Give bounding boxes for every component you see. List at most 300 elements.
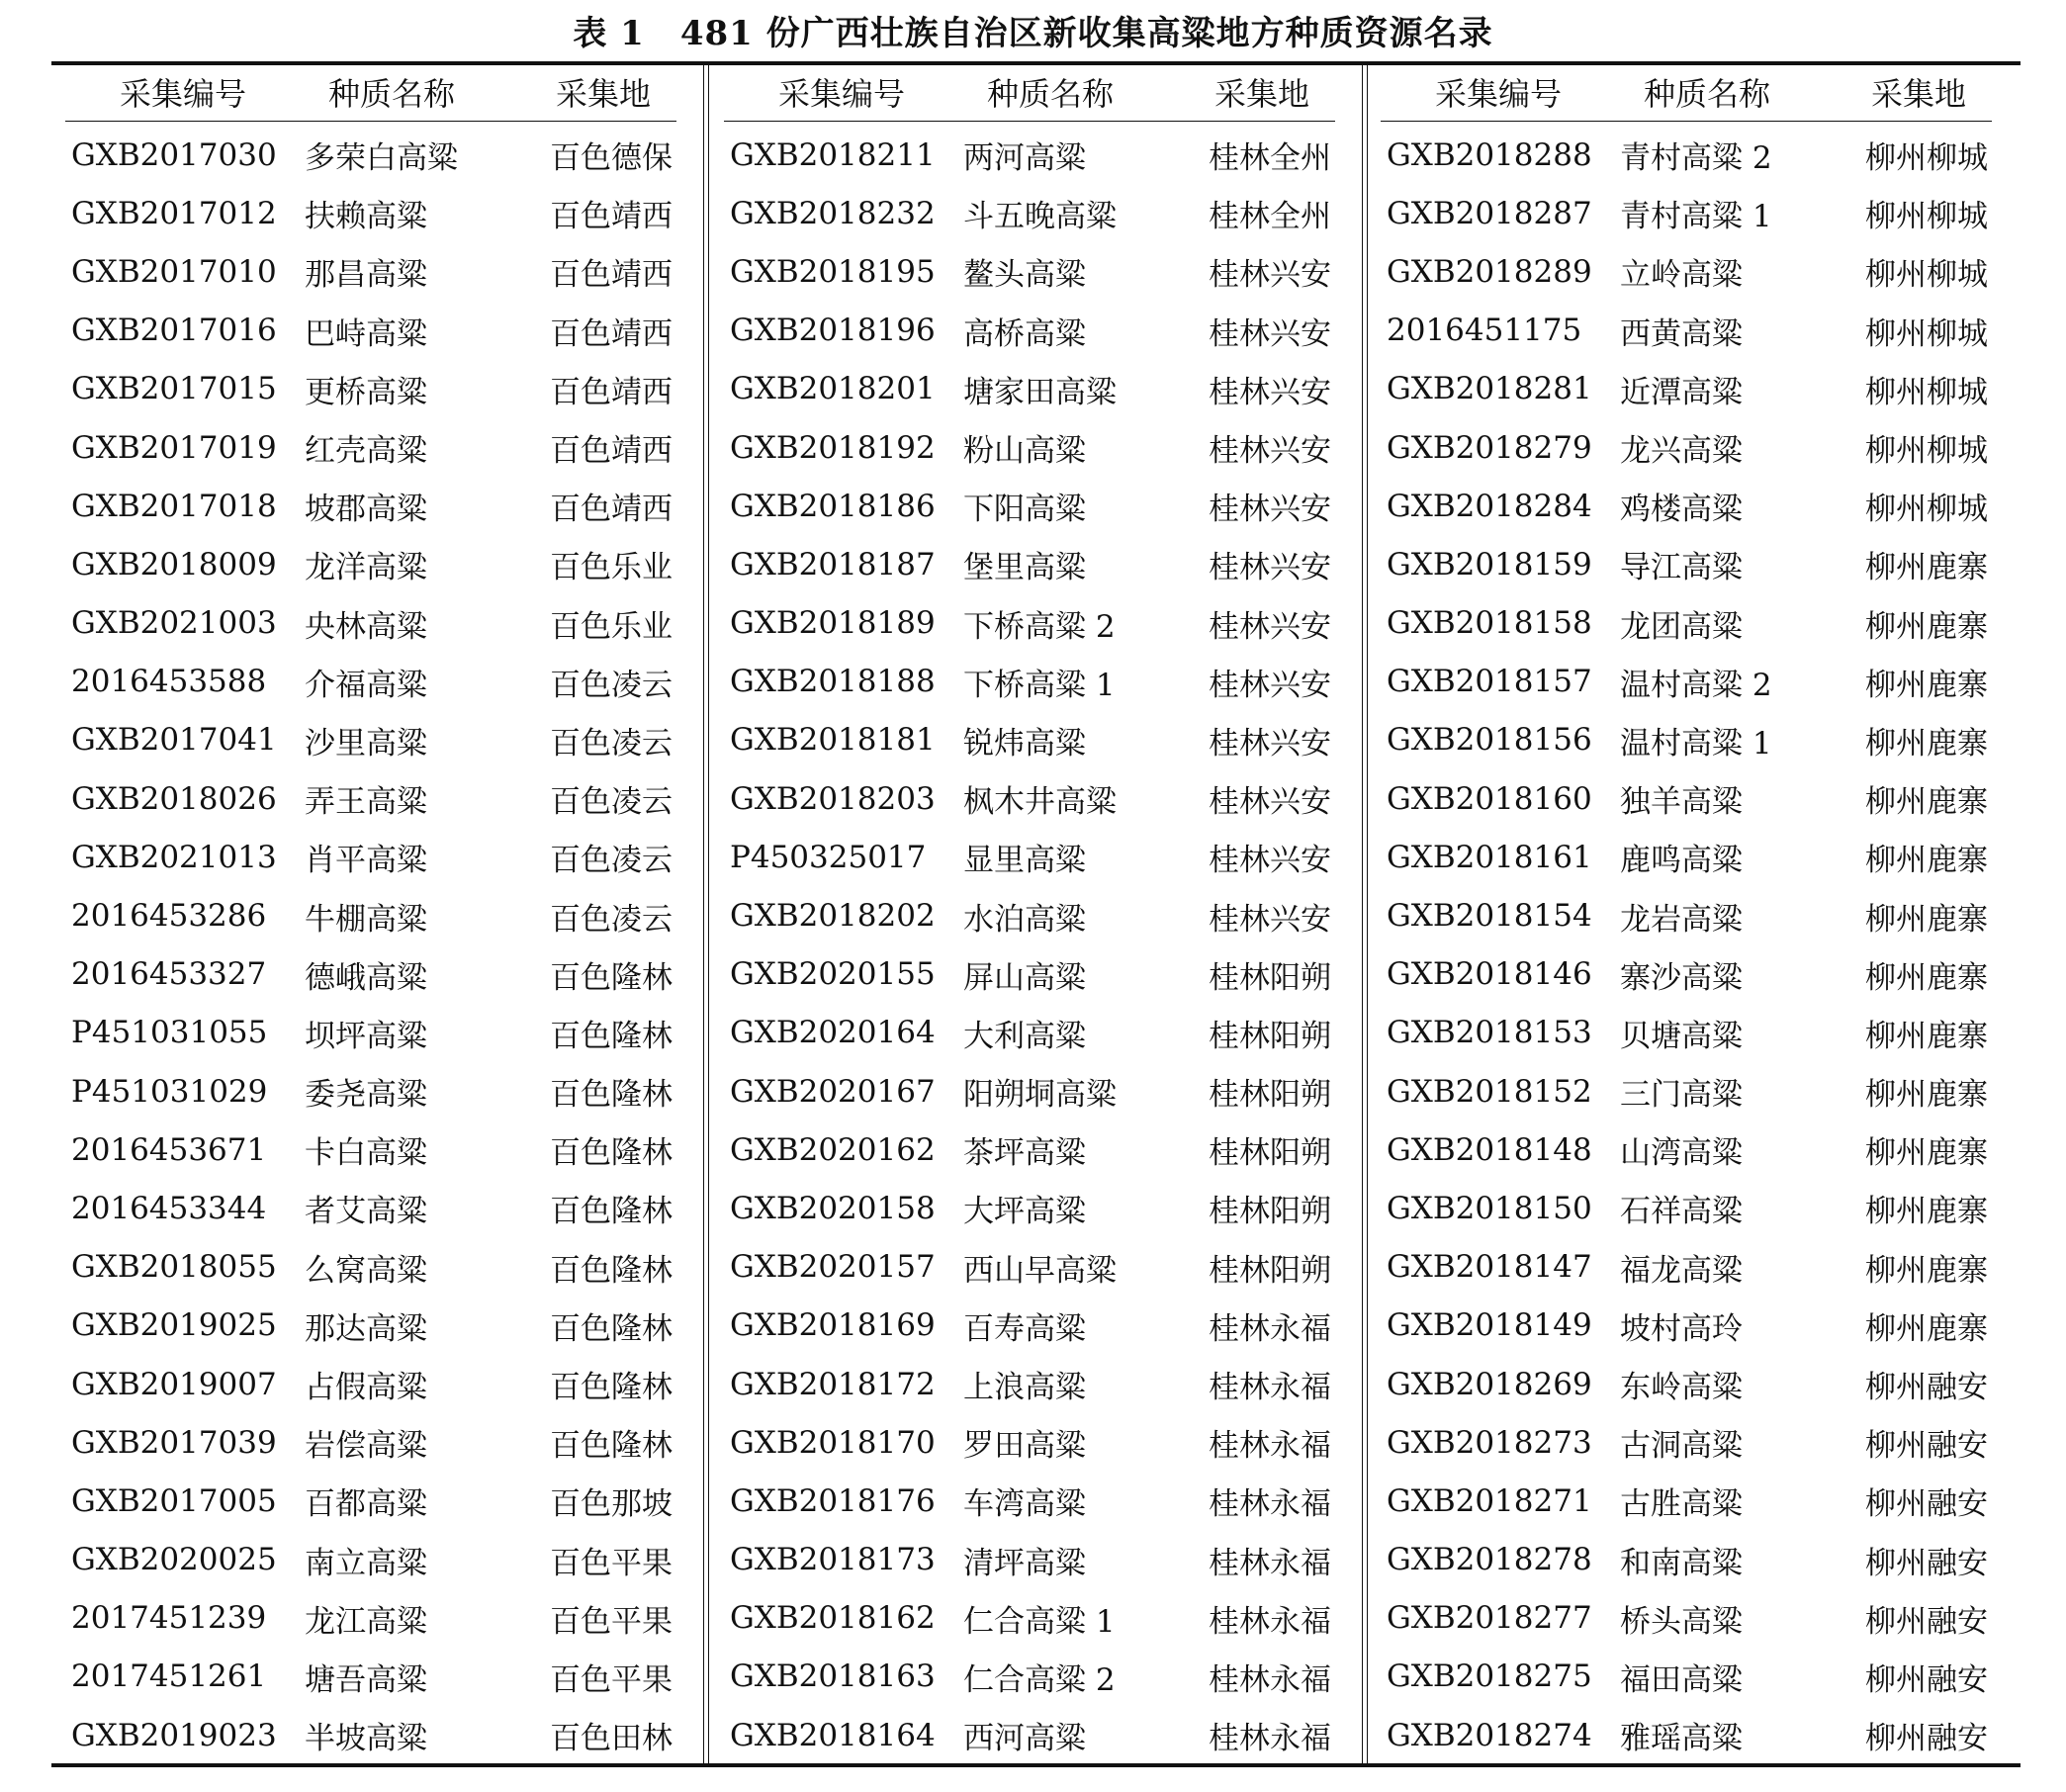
table-row <box>724 242 1335 301</box>
germplasm-name-cell: 福龙高粱 <box>1620 1252 1743 1289</box>
germplasm-name-cell: 巴峙高粱 <box>305 315 427 352</box>
accession-id-cell: GXB2019025 <box>71 1307 277 1344</box>
germplasm-name-cell: 坡郡高粱 <box>305 492 427 528</box>
table-caption-text: 481 份广西壮族自治区新收集高粱地方种质资源名录 <box>679 14 1493 53</box>
accession-id-cell: GXB2021013 <box>71 839 277 875</box>
germplasm-name-cell: 桥头高粱 <box>1620 1603 1743 1640</box>
accession-id-cell: GXB2017018 <box>71 488 277 524</box>
data-table <box>65 63 676 1764</box>
table-row <box>1381 594 1992 653</box>
germplasm-name-cell: 大利高粱 <box>963 1018 1086 1054</box>
germplasm-name-cell: 和南高粱 <box>1620 1545 1743 1581</box>
header-row <box>65 63 676 122</box>
germplasm-name-cell: 那达高粱 <box>305 1310 427 1347</box>
table-row <box>724 1531 1335 1589</box>
table-row <box>724 1648 1335 1706</box>
germplasm-name-cell: 显里高粱 <box>963 843 1086 879</box>
table-row <box>65 184 676 242</box>
table-row <box>724 1062 1335 1120</box>
germplasm-name-cell: 下桥高粱 2 <box>963 608 1116 645</box>
collection-site-cell: 桂林永福 <box>1209 1486 1331 1523</box>
germplasm-name-cell: 鹿鸣高粱 <box>1620 843 1743 879</box>
accession-id-cell: GXB2018009 <box>71 546 277 582</box>
table-row <box>65 653 676 711</box>
collection-site-cell: 桂林阳朔 <box>1209 1252 1331 1289</box>
accession-id-cell: 2016453286 <box>71 898 267 935</box>
collection-site-cell: 百色隆林 <box>550 1018 673 1054</box>
germplasm-name-cell: 龙团高粱 <box>1620 608 1743 645</box>
table-row <box>65 122 676 185</box>
collection-site-cell: 柳州鹿寨 <box>1865 1018 1988 1054</box>
germplasm-name-cell: 龙江高粱 <box>305 1603 427 1640</box>
accession-id-cell: GXB2017039 <box>71 1424 277 1461</box>
accession-id-cell: GXB2019023 <box>71 1717 277 1753</box>
table-row <box>1381 1120 1992 1179</box>
table-row <box>724 711 1335 769</box>
germplasm-name-cell: 卡白高粱 <box>305 1135 427 1172</box>
germplasm-name-cell: 南立高粱 <box>305 1545 427 1581</box>
accession-id-cell: GXB2018277 <box>1387 1600 1592 1637</box>
table-row <box>1381 360 1992 418</box>
accession-id-cell: GXB2020158 <box>730 1190 936 1226</box>
table-row <box>65 418 676 477</box>
germplasm-name-cell: 下阳高粱 <box>963 492 1086 528</box>
germplasm-name-cell: 么窝高粱 <box>305 1252 427 1289</box>
collection-site-cell: 桂林永福 <box>1209 1545 1331 1581</box>
collection-site-cell: 桂林阳朔 <box>1209 1077 1331 1114</box>
collection-site-cell: 百色凌云 <box>550 667 673 703</box>
collection-site-cell: 百色隆林 <box>550 1077 673 1114</box>
collection-site-cell: 柳州融安 <box>1865 1370 1988 1406</box>
table-row <box>1381 1355 1992 1413</box>
collection-site-cell: 百色隆林 <box>550 1252 673 1289</box>
collection-site-cell: 柳州鹿寨 <box>1865 1135 1988 1172</box>
table-row <box>1381 477 1992 535</box>
collection-site-cell: 柳州鹿寨 <box>1865 608 1988 645</box>
data-table <box>724 63 1335 1764</box>
collection-site-cell: 柳州柳城 <box>1865 199 1988 235</box>
accession-id-cell: GXB2018055 <box>71 1249 277 1286</box>
accession-id-cell: GXB2018202 <box>730 898 936 935</box>
table-row <box>65 1413 676 1472</box>
table-row <box>65 1179 676 1237</box>
collection-site-cell: 百色靖西 <box>550 257 673 294</box>
collection-site-cell: 百色隆林 <box>550 1428 673 1465</box>
accession-id-cell: GXB2017005 <box>71 1482 277 1519</box>
table-row <box>1381 711 1992 769</box>
germplasm-name-cell: 福田高粱 <box>1620 1661 1743 1698</box>
table-row <box>724 594 1335 653</box>
collection-site-cell: 百色凌云 <box>550 784 673 821</box>
germplasm-name-cell: 寨沙高粱 <box>1620 959 1743 996</box>
accession-id-cell: GXB2018269 <box>1387 1366 1592 1402</box>
collection-site-cell: 百色那坡 <box>550 1486 673 1523</box>
table-row <box>1381 302 1992 360</box>
germplasm-name-cell: 上浪高粱 <box>963 1370 1086 1406</box>
collection-site-cell: 百色凌云 <box>550 843 673 879</box>
column-header-id: 采集编号 <box>724 63 959 122</box>
table-row <box>724 418 1335 477</box>
collection-site-cell: 桂林永福 <box>1209 1603 1331 1640</box>
germplasm-name-cell: 古胜高粱 <box>1620 1486 1743 1523</box>
table-row <box>724 535 1335 593</box>
germplasm-name-cell: 独羊高粱 <box>1620 784 1743 821</box>
accession-id-cell: 2016453344 <box>71 1190 267 1226</box>
accession-id-cell: GXB2018189 <box>730 605 936 642</box>
germplasm-name-cell: 雅瑶高粱 <box>1620 1721 1743 1757</box>
collection-site-cell: 柳州柳城 <box>1865 140 1988 177</box>
accession-id-cell: GXB2017015 <box>71 371 277 407</box>
collection-site-cell: 百色靖西 <box>550 315 673 352</box>
germplasm-name-cell: 石祥高粱 <box>1620 1194 1743 1230</box>
germplasm-name-cell: 温村高粱 2 <box>1620 667 1772 703</box>
table-row <box>1381 122 1992 185</box>
column-header-id: 采集编号 <box>1381 63 1616 122</box>
collection-site-cell: 柳州柳城 <box>1865 257 1988 294</box>
germplasm-name-cell: 锐炜高粱 <box>963 725 1086 762</box>
accession-id-cell: 2016453671 <box>71 1131 267 1168</box>
collection-site-cell: 柳州鹿寨 <box>1865 784 1988 821</box>
collection-site-cell: 桂林全州 <box>1209 199 1331 235</box>
table-row <box>724 1472 1335 1530</box>
collection-site-cell: 桂林阳朔 <box>1209 959 1331 996</box>
collection-site-cell: 百色靖西 <box>550 492 673 528</box>
germplasm-name-cell: 坝坪高粱 <box>305 1018 427 1054</box>
table-row <box>1381 418 1992 477</box>
table-row <box>65 1297 676 1355</box>
germplasm-name-cell: 介福高粱 <box>305 667 427 703</box>
table-row <box>1381 769 1992 828</box>
table-row <box>1381 1004 1992 1062</box>
table-row <box>1381 1062 1992 1120</box>
header-row <box>724 63 1335 122</box>
accession-id-cell: GXB2017041 <box>71 722 277 759</box>
germplasm-name-cell: 青村高粱 2 <box>1620 140 1772 177</box>
germplasm-name-cell: 那昌高粱 <box>305 257 427 294</box>
table-row <box>724 1706 1335 1764</box>
collection-site-cell: 百色隆林 <box>550 959 673 996</box>
block-divider <box>1362 63 1368 1763</box>
germplasm-name-cell: 下桥高粱 1 <box>963 667 1116 703</box>
accession-id-cell: GXB2018163 <box>730 1658 936 1695</box>
germplasm-name-cell: 西黄高粱 <box>1620 315 1743 352</box>
germplasm-name-cell: 屏山高粱 <box>963 959 1086 996</box>
accession-id-cell: GXB2018153 <box>1387 1015 1592 1051</box>
table-row <box>724 945 1335 1004</box>
germplasm-name-cell: 弄王高粱 <box>305 784 427 821</box>
column-header-id: 采集编号 <box>65 63 301 122</box>
accession-id-cell: GXB2018232 <box>730 195 936 231</box>
accession-id-cell: GXB2018026 <box>71 780 277 817</box>
collection-site-cell: 柳州鹿寨 <box>1865 725 1988 762</box>
collection-site-cell: 柳州鹿寨 <box>1865 1194 1988 1230</box>
accession-id-cell: GXB2018152 <box>1387 1073 1592 1110</box>
accession-id-cell: GXB2018289 <box>1387 253 1592 290</box>
table-row <box>724 828 1335 886</box>
accession-id-cell: P451031055 <box>71 1015 268 1051</box>
germplasm-name-cell: 粉山高粱 <box>963 433 1086 470</box>
table-row <box>65 360 676 418</box>
germplasm-name-cell: 西河高粱 <box>963 1721 1086 1757</box>
column-header-name: 种质名称 <box>1616 63 1845 122</box>
accession-id-cell: GXB2018162 <box>730 1600 936 1637</box>
collection-site-cell: 百色隆林 <box>550 1194 673 1230</box>
table-row <box>724 1004 1335 1062</box>
table-row <box>724 360 1335 418</box>
collection-site-cell: 桂林兴安 <box>1209 315 1331 352</box>
germplasm-name-cell: 百都高粱 <box>305 1486 427 1523</box>
header-row <box>1381 63 1992 122</box>
collection-site-cell: 百色平果 <box>550 1603 673 1640</box>
accession-id-cell: GXB2020025 <box>71 1542 277 1578</box>
germplasm-name-cell: 红壳高粱 <box>305 433 427 470</box>
collection-site-cell: 柳州鹿寨 <box>1865 843 1988 879</box>
germplasm-name-cell: 半坡高粱 <box>305 1721 427 1757</box>
collection-site-cell: 百色乐业 <box>550 550 673 586</box>
table-body <box>724 122 1335 1765</box>
accession-id-cell: GXB2018288 <box>1387 136 1592 173</box>
germplasm-name-cell: 山湾高粱 <box>1620 1135 1743 1172</box>
collection-site-cell: 桂林兴安 <box>1209 550 1331 586</box>
collection-site-cell: 桂林兴安 <box>1209 374 1331 410</box>
germplasm-name-cell: 古洞高粱 <box>1620 1428 1743 1465</box>
germplasm-name-cell: 三门高粱 <box>1620 1077 1743 1114</box>
accession-id-cell: GXB2018149 <box>1387 1307 1592 1344</box>
accession-id-cell: GXB2018173 <box>730 1542 936 1578</box>
table-row <box>724 184 1335 242</box>
accession-id-cell: GXB2018196 <box>730 313 936 349</box>
germplasm-name-cell: 德峨高粱 <box>305 959 427 996</box>
germplasm-name-cell: 者艾高粱 <box>305 1194 427 1230</box>
accession-id-cell: GXB2018164 <box>730 1717 936 1753</box>
table-row <box>724 122 1335 185</box>
accession-id-cell: GXB2018278 <box>1387 1542 1592 1578</box>
accession-id-cell: GXB2017012 <box>71 195 277 231</box>
collection-site-cell: 桂林兴安 <box>1209 608 1331 645</box>
germplasm-name-cell: 清坪高粱 <box>963 1545 1086 1581</box>
table-block-3 <box>1381 63 1992 1764</box>
accession-id-cell: 2016453588 <box>71 664 267 700</box>
collection-site-cell: 百色靖西 <box>550 374 673 410</box>
accession-id-cell: 2017451261 <box>71 1658 267 1695</box>
accession-id-cell: GXB2018158 <box>1387 605 1592 642</box>
accession-id-cell: GXB2018201 <box>730 371 936 407</box>
table-block-2 <box>724 63 1335 1764</box>
germplasm-name-cell: 央林高粱 <box>305 608 427 645</box>
accession-id-cell: GXB2018187 <box>730 546 936 582</box>
table-row <box>65 711 676 769</box>
germplasm-name-cell: 近潭高粱 <box>1620 374 1743 410</box>
accession-id-cell: GXB2018281 <box>1387 371 1592 407</box>
accession-id-cell: 2016453327 <box>71 956 267 993</box>
germplasm-name-cell: 两河高粱 <box>963 140 1086 177</box>
accession-id-cell: GXB2018147 <box>1387 1249 1592 1286</box>
germplasm-name-cell: 阳朔垌高粱 <box>963 1077 1117 1114</box>
accession-id-cell: GXB2018181 <box>730 722 936 759</box>
table-row <box>65 1648 676 1706</box>
accession-id-cell: GXB2020157 <box>730 1249 936 1286</box>
table-row <box>65 1004 676 1062</box>
germplasm-name-cell: 岩偿高粱 <box>305 1428 427 1465</box>
accession-id-cell: GXB2018203 <box>730 780 936 817</box>
table-bottom-rule <box>51 1763 2021 1767</box>
germplasm-name-cell: 牛棚高粱 <box>305 901 427 938</box>
germplasm-name-cell: 仁合高粱 1 <box>963 1603 1116 1640</box>
germplasm-name-cell: 更桥高粱 <box>305 374 427 410</box>
table-row <box>65 945 676 1004</box>
column-header-location: 采集地 <box>1189 63 1335 122</box>
collection-site-cell: 柳州柳城 <box>1865 315 1988 352</box>
table-row <box>1381 184 1992 242</box>
table-row <box>65 242 676 301</box>
accession-id-cell: GXB2018148 <box>1387 1131 1592 1168</box>
accession-id-cell: GXB2018279 <box>1387 429 1592 466</box>
table-row <box>1381 1706 1992 1764</box>
collection-site-cell: 桂林永福 <box>1209 1721 1331 1757</box>
table-row <box>65 302 676 360</box>
table-row <box>1381 1531 1992 1589</box>
accession-id-cell: GXB2017010 <box>71 253 277 290</box>
column-header-name: 种质名称 <box>959 63 1189 122</box>
table-row <box>65 1472 676 1530</box>
collection-site-cell: 百色平果 <box>550 1545 673 1581</box>
germplasm-name-cell: 龙洋高粱 <box>305 550 427 586</box>
accession-id-cell: GXB2019007 <box>71 1366 277 1402</box>
germplasm-name-cell: 西山早高粱 <box>963 1252 1117 1289</box>
table-row <box>65 1062 676 1120</box>
accession-id-cell: GXB2018172 <box>730 1366 936 1402</box>
germplasm-name-cell: 罗田高粱 <box>963 1428 1086 1465</box>
collection-site-cell: 百色平果 <box>550 1661 673 1698</box>
germplasm-name-cell: 坡村高玲 <box>1620 1310 1743 1347</box>
table-row <box>65 594 676 653</box>
collection-site-cell: 桂林兴安 <box>1209 492 1331 528</box>
table-row <box>65 477 676 535</box>
collection-site-cell: 桂林全州 <box>1209 140 1331 177</box>
accession-id-cell: GXB2020162 <box>730 1131 936 1168</box>
accession-id-cell: GXB2018271 <box>1387 1482 1592 1519</box>
germplasm-name-cell: 百寿高粱 <box>963 1310 1086 1347</box>
table-row <box>65 535 676 593</box>
germplasm-name-cell: 东岭高粱 <box>1620 1370 1743 1406</box>
table-caption <box>0 6 2066 54</box>
table-row <box>65 828 676 886</box>
collection-site-cell: 百色德保 <box>550 140 673 177</box>
table-row <box>724 1120 1335 1179</box>
germplasm-name-cell: 鸡楼高粱 <box>1620 492 1743 528</box>
table-row <box>1381 653 1992 711</box>
germplasm-name-cell: 鳌头高粱 <box>963 257 1086 294</box>
table-row <box>65 1531 676 1589</box>
accession-id-cell: GXB2018160 <box>1387 780 1592 817</box>
column-header-name: 种质名称 <box>301 63 530 122</box>
table-block-1 <box>65 63 676 1764</box>
accession-id-cell: 2016451175 <box>1387 313 1582 349</box>
table-row <box>1381 1179 1992 1237</box>
accession-id-cell: GXB2021003 <box>71 605 277 642</box>
accession-id-cell: GXB2020155 <box>730 956 936 993</box>
accession-id-cell: GXB2018284 <box>1387 488 1592 524</box>
germplasm-name-cell: 温村高粱 1 <box>1620 725 1772 762</box>
germplasm-name-cell: 塘吾高粱 <box>305 1661 427 1698</box>
collection-site-cell: 柳州融安 <box>1865 1661 1988 1698</box>
accession-id-cell: P450325017 <box>730 839 927 875</box>
accession-id-cell: GXB2018157 <box>1387 664 1592 700</box>
collection-site-cell: 桂林永福 <box>1209 1428 1331 1465</box>
table-caption-label: 表 1 <box>573 14 645 53</box>
accession-id-cell: GXB2017016 <box>71 313 277 349</box>
table-row <box>1381 535 1992 593</box>
germplasm-name-cell: 贝塘高粱 <box>1620 1018 1743 1054</box>
table-row <box>724 1589 1335 1648</box>
collection-site-cell: 柳州柳城 <box>1865 433 1988 470</box>
table-row <box>1381 242 1992 301</box>
table-row <box>724 1238 1335 1297</box>
germplasm-name-cell: 车湾高粱 <box>963 1486 1086 1523</box>
accession-id-cell: GXB2018274 <box>1387 1717 1592 1753</box>
collection-site-cell: 柳州融安 <box>1865 1545 1988 1581</box>
table-row <box>724 1297 1335 1355</box>
collection-site-cell: 柳州鹿寨 <box>1865 901 1988 938</box>
collection-site-cell: 桂林阳朔 <box>1209 1018 1331 1054</box>
collection-site-cell: 百色隆林 <box>550 1310 673 1347</box>
table-row <box>724 477 1335 535</box>
collection-site-cell: 柳州融安 <box>1865 1603 1988 1640</box>
collection-site-cell: 桂林兴安 <box>1209 725 1331 762</box>
germplasm-name-cell: 龙岩高粱 <box>1620 901 1743 938</box>
table-row <box>65 886 676 944</box>
accession-id-cell: GXB2018146 <box>1387 956 1592 993</box>
table-row <box>1381 886 1992 944</box>
accession-id-cell: GXB2018275 <box>1387 1658 1592 1695</box>
collection-site-cell: 桂林兴安 <box>1209 784 1331 821</box>
collection-site-cell: 柳州融安 <box>1865 1428 1988 1465</box>
germplasm-name-cell: 堡里高粱 <box>963 550 1086 586</box>
column-header-location: 采集地 <box>530 63 676 122</box>
germplasm-name-cell: 扶赖高粱 <box>305 199 427 235</box>
table-row <box>65 1355 676 1413</box>
table-body <box>1381 122 1992 1765</box>
accession-id-cell: GXB2018186 <box>730 488 936 524</box>
table-row <box>1381 828 1992 886</box>
collection-site-cell: 柳州柳城 <box>1865 492 1988 528</box>
germplasm-name-cell: 茶坪高粱 <box>963 1135 1086 1172</box>
collection-site-cell: 百色田林 <box>550 1721 673 1757</box>
table-row <box>724 769 1335 828</box>
accession-id-cell: GXB2018211 <box>730 136 936 173</box>
table-row <box>1381 1472 1992 1530</box>
germplasm-name-cell: 导江高粱 <box>1620 550 1743 586</box>
collection-site-cell: 桂林兴安 <box>1209 901 1331 938</box>
accession-id-cell: 2017451239 <box>71 1600 267 1637</box>
table-row <box>1381 1297 1992 1355</box>
germplasm-name-cell: 占假高粱 <box>305 1370 427 1406</box>
accession-id-cell: GXB2017030 <box>71 136 277 173</box>
table-row <box>724 1413 1335 1472</box>
table-row <box>1381 1589 1992 1648</box>
collection-site-cell: 百色乐业 <box>550 608 673 645</box>
collection-site-cell: 百色凌云 <box>550 725 673 762</box>
collection-site-cell: 柳州融安 <box>1865 1721 1988 1757</box>
accession-id-cell: GXB2018192 <box>730 429 936 466</box>
collection-site-cell: 柳州鹿寨 <box>1865 667 1988 703</box>
table-row <box>724 302 1335 360</box>
accession-id-cell: GXB2020164 <box>730 1015 936 1051</box>
collection-site-cell: 柳州鹿寨 <box>1865 1077 1988 1114</box>
accession-id-cell: GXB2018170 <box>730 1424 936 1461</box>
collection-site-cell: 柳州鹿寨 <box>1865 959 1988 996</box>
block-divider <box>703 63 709 1763</box>
